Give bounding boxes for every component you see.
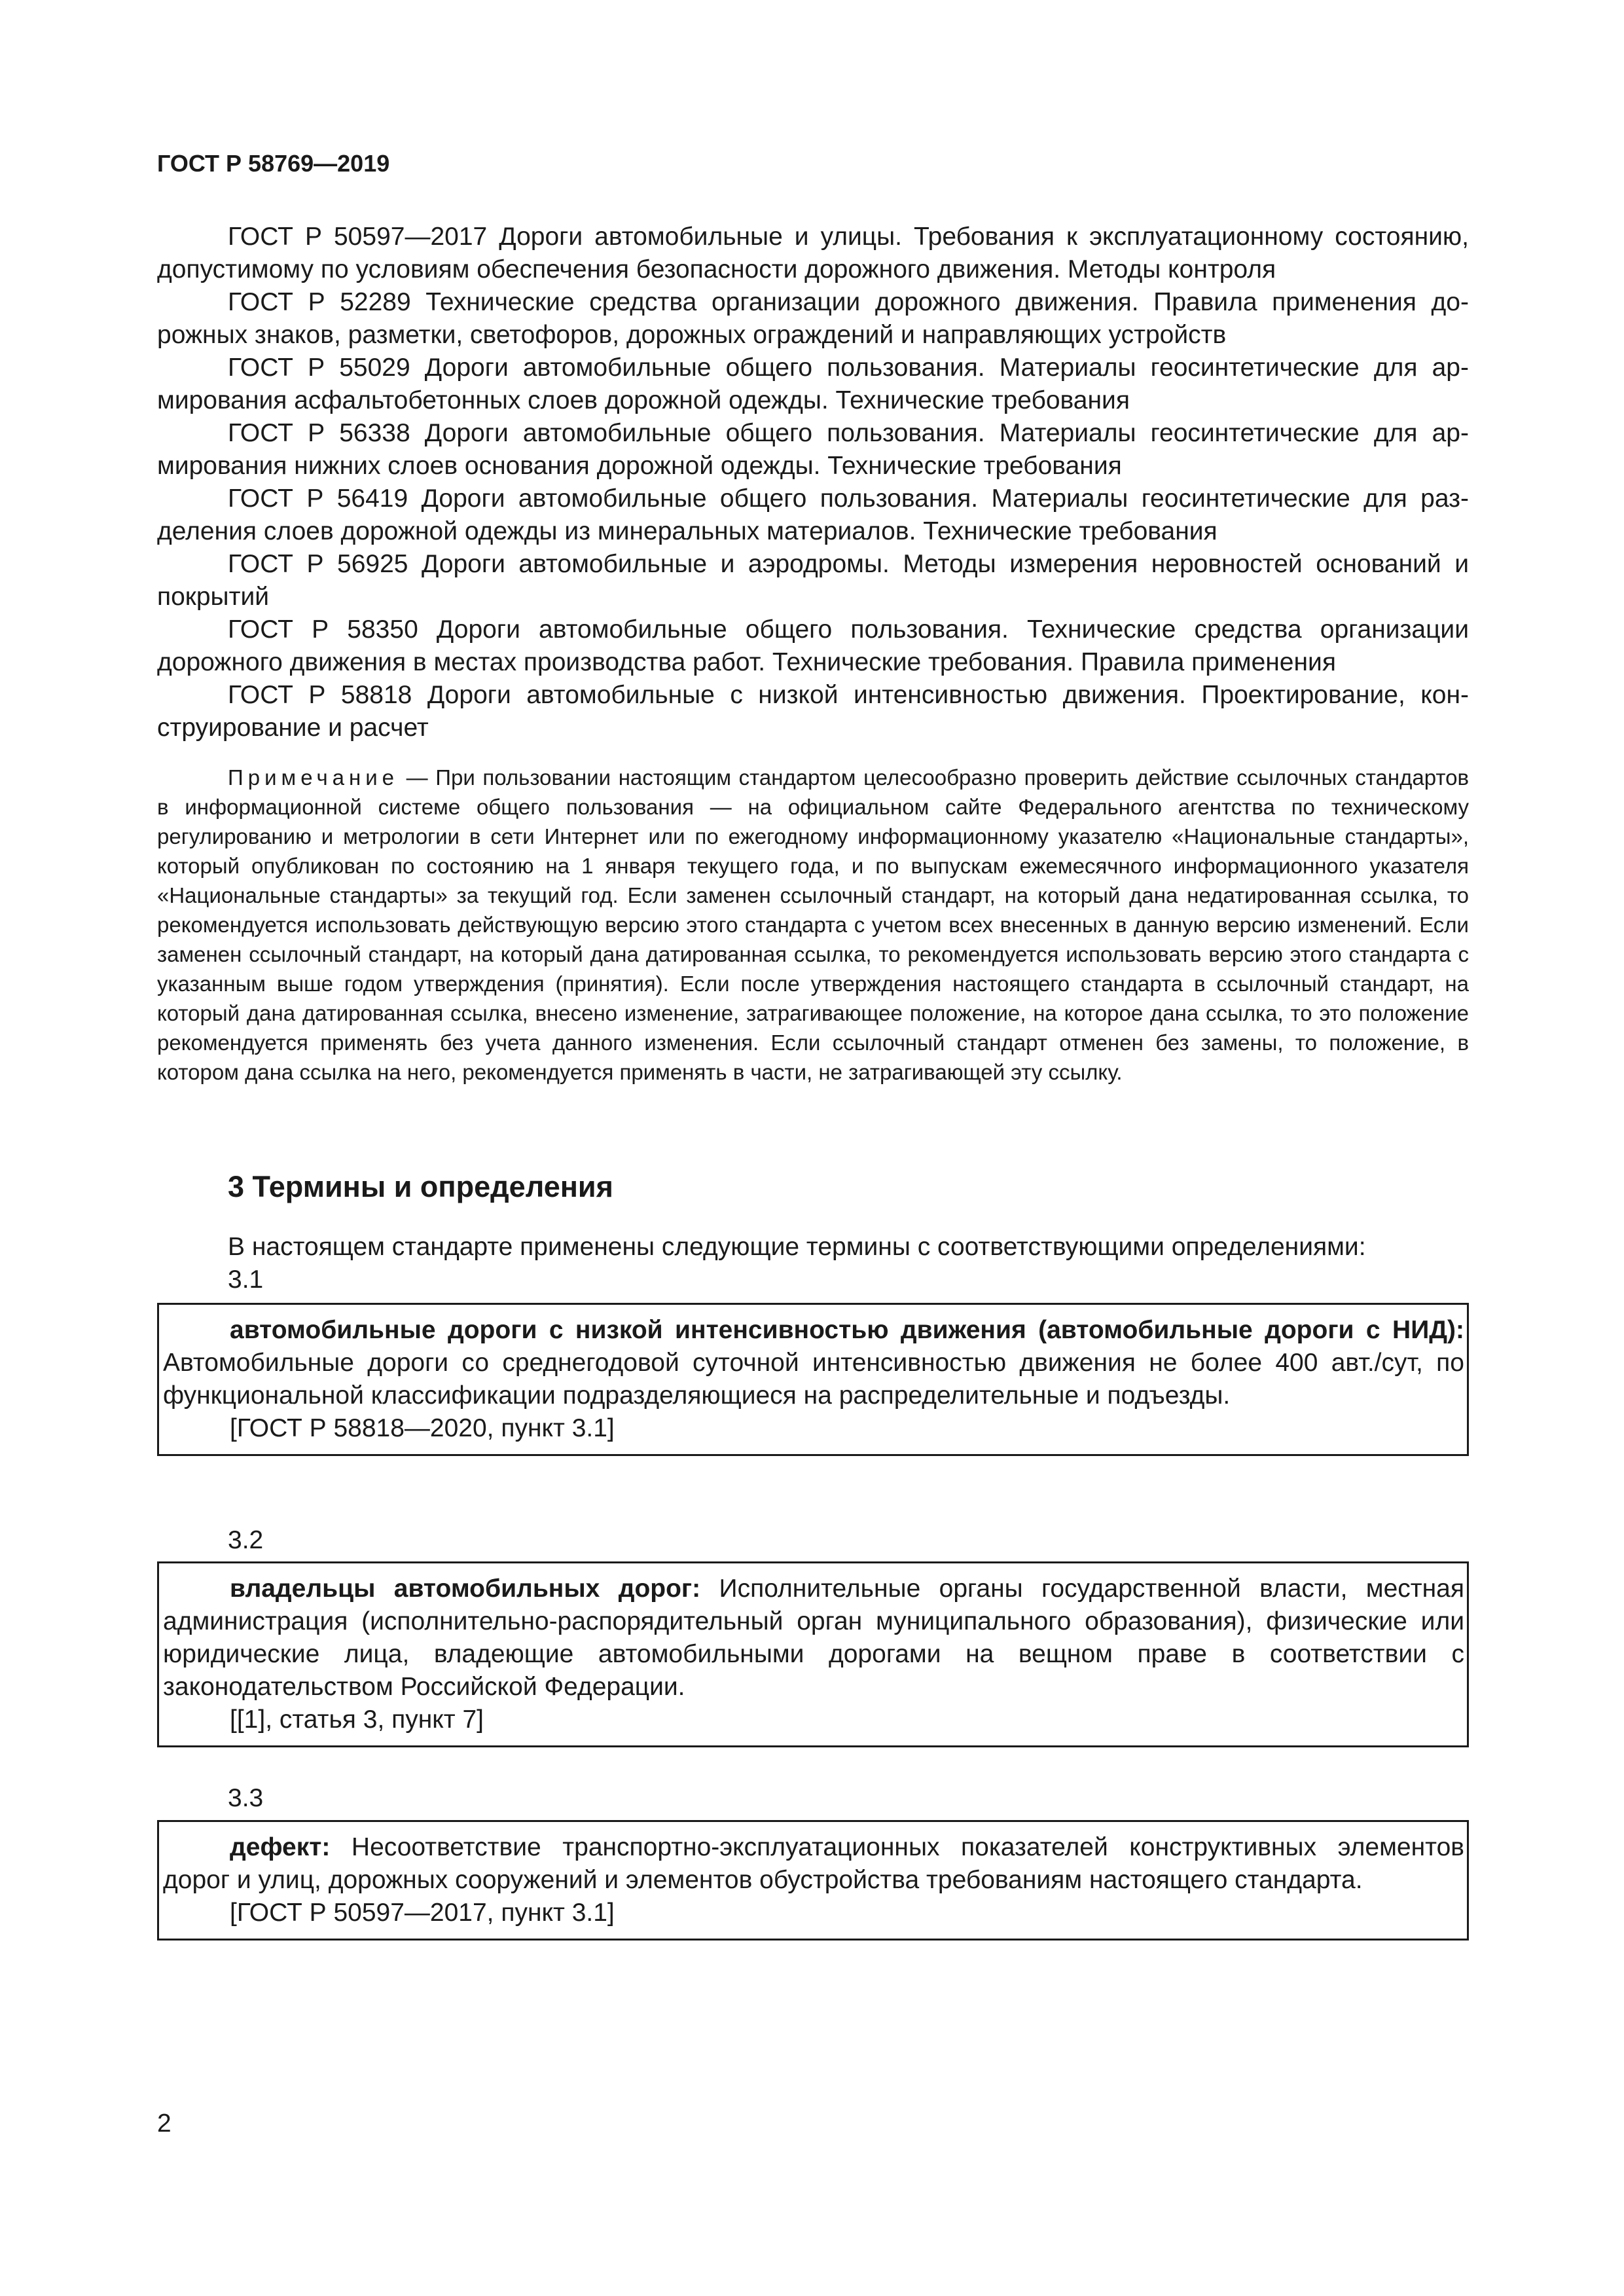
reference-item: ГОСТ Р 50597—2017 Дороги автомобильные и улицы. Требования к эксплуатационному состоянию, допустимому по условиям обеспечения безопасности дорожного движения. Методы контроля bbox=[157, 223, 1469, 283]
term-number: 3.1 bbox=[228, 1266, 264, 1294]
note-paragraph bbox=[157, 763, 1469, 1087]
term-definition: Автомобильные дороги со среднегодовой суточной интенсивностью движения не более 400 авт./сут, по функциональной классификации подразделяющиеся на распределительные и подъезды. bbox=[163, 1349, 1464, 1410]
term-paragraph bbox=[163, 1831, 1464, 1897]
term-definition-box bbox=[157, 1820, 1469, 1941]
term-paragraph bbox=[163, 1314, 1464, 1412]
term-name: дефект: bbox=[230, 1833, 331, 1861]
term-name: владельцы автомобильных дорог: bbox=[230, 1575, 701, 1603]
reference-item: ГОСТ Р 56925 Дороги автомобильные и аэродромы. Методы измерения неровностей оснований и покрытий bbox=[157, 550, 1469, 611]
reference-item: ГОСТ Р 56338 Дороги автомобильные общего пользования. Материалы геосинтетические для армирования нижних слоев основания дорожной одежды. Технические требования bbox=[157, 419, 1469, 480]
section-intro bbox=[228, 1231, 1471, 1296]
term-number: 3.3 bbox=[228, 1784, 264, 1812]
note-block bbox=[157, 763, 1469, 1087]
term-name: автомобильные дороги с низкой интенсивностью движения (автомобильные дороги с НИД): bbox=[230, 1316, 1464, 1344]
reference-item: ГОСТ Р 52289 Технические средства организации дорожного движения. Правила применения дорожных знаков, разметки, светофоров, дорожных ограждений и направляющих устройств bbox=[157, 288, 1469, 349]
term-source: [ГОСТ Р 50597—2017, пункт 3.1] bbox=[230, 1899, 615, 1927]
term-definition: Несоответствие транспортно-эксплуатационных показателей конструктивных элементов дорог и улиц, дорожных сооружений и элементов обустройства требованиям настоящего стандарта. bbox=[163, 1833, 1464, 1894]
reference-item: ГОСТ Р 58818 Дороги автомобильные с низкой интенсивностью движения. Проектирование, конструирование и расчет bbox=[157, 681, 1469, 742]
term-definition-box bbox=[157, 1303, 1469, 1456]
note-label: Примечание bbox=[228, 765, 399, 790]
intro-text: В настоящем стандарте применены следующие термины с соответствующими определениями: bbox=[228, 1233, 1366, 1261]
term-paragraph bbox=[163, 1573, 1464, 1704]
document-header: ГОСТ Р 58769—2019 bbox=[157, 150, 390, 177]
term-source: [[1], статья 3, пункт 7] bbox=[230, 1705, 484, 1734]
note-text: — При пользовании настоящим стандартом целесообразно проверить действие ссылочных стандартов в информационной системе общего пользования — на официальном сайте Федерального агентства по техническому регулированию и метрологии в сети Интернет или по ежегодному информационному указателю «Национальные стандарты», который опубликован по состоянию на 1 января текущего года, и по выпускам ежемесячного информационного указателя «Национальные стандарты» за текущий год. Если заменен ссылочный стандарт, на который дана недатированная ссылка, то рекомендуется использовать действующую версию этого стандарта с учетом всех внесенных в данную версию изменений. Если заменен ссылочный стандарт, на который дана датированная ссылка, то рекомендуется использовать версию этого стандарта с указанным выше годом утверждения (принятия). Если после утверждения настоящего стандарта в ссылочный стандарт, на который дана датированная ссылка, внесено изменение, затрагивающее положение, на которое дана ссылка, то это положение рекомендуется применять без учета данного изменения. Если ссылочный стандарт отменен без замены, то положение, в котором дана ссылка на него, рекомендуется применять в части, не затрагивающей эту ссылку. bbox=[157, 765, 1469, 1084]
page-number: 2 bbox=[157, 2109, 171, 2138]
section-title: 3 Термины и определения bbox=[228, 1170, 613, 1203]
reference-item: ГОСТ Р 56419 Дороги автомобильные общего пользования. Материалы геосинтетические для разделения слоев дорожной одежды из минеральных материалов. Технические требования bbox=[157, 484, 1469, 545]
reference-item: ГОСТ Р 55029 Дороги автомобильные общего пользования. Материалы геосинтетические для армирования асфальтобетонных слоев дорожной одежды. Технические требования bbox=[157, 354, 1469, 414]
reference-item: ГОСТ Р 58350 Дороги автомобильные общего пользования. Технические средства организации дорожного движения в местах производства работ. Технические требования. Правила применения bbox=[157, 615, 1469, 676]
term-number: 3.2 bbox=[228, 1526, 264, 1554]
normative-references-list bbox=[157, 221, 1469, 744]
term-source: [ГОСТ Р 58818—2020, пункт 3.1] bbox=[230, 1414, 615, 1442]
term-definition: Исполнительные органы государственной власти, местная администрация (исполнительно-распорядительный орган муниципального образования), физические или юридические лица, владеющие автомобильными дорогами на вещном праве в соответствии с законодательством Российской Федерации. bbox=[163, 1575, 1464, 1701]
term-definition-box bbox=[157, 1561, 1469, 1747]
